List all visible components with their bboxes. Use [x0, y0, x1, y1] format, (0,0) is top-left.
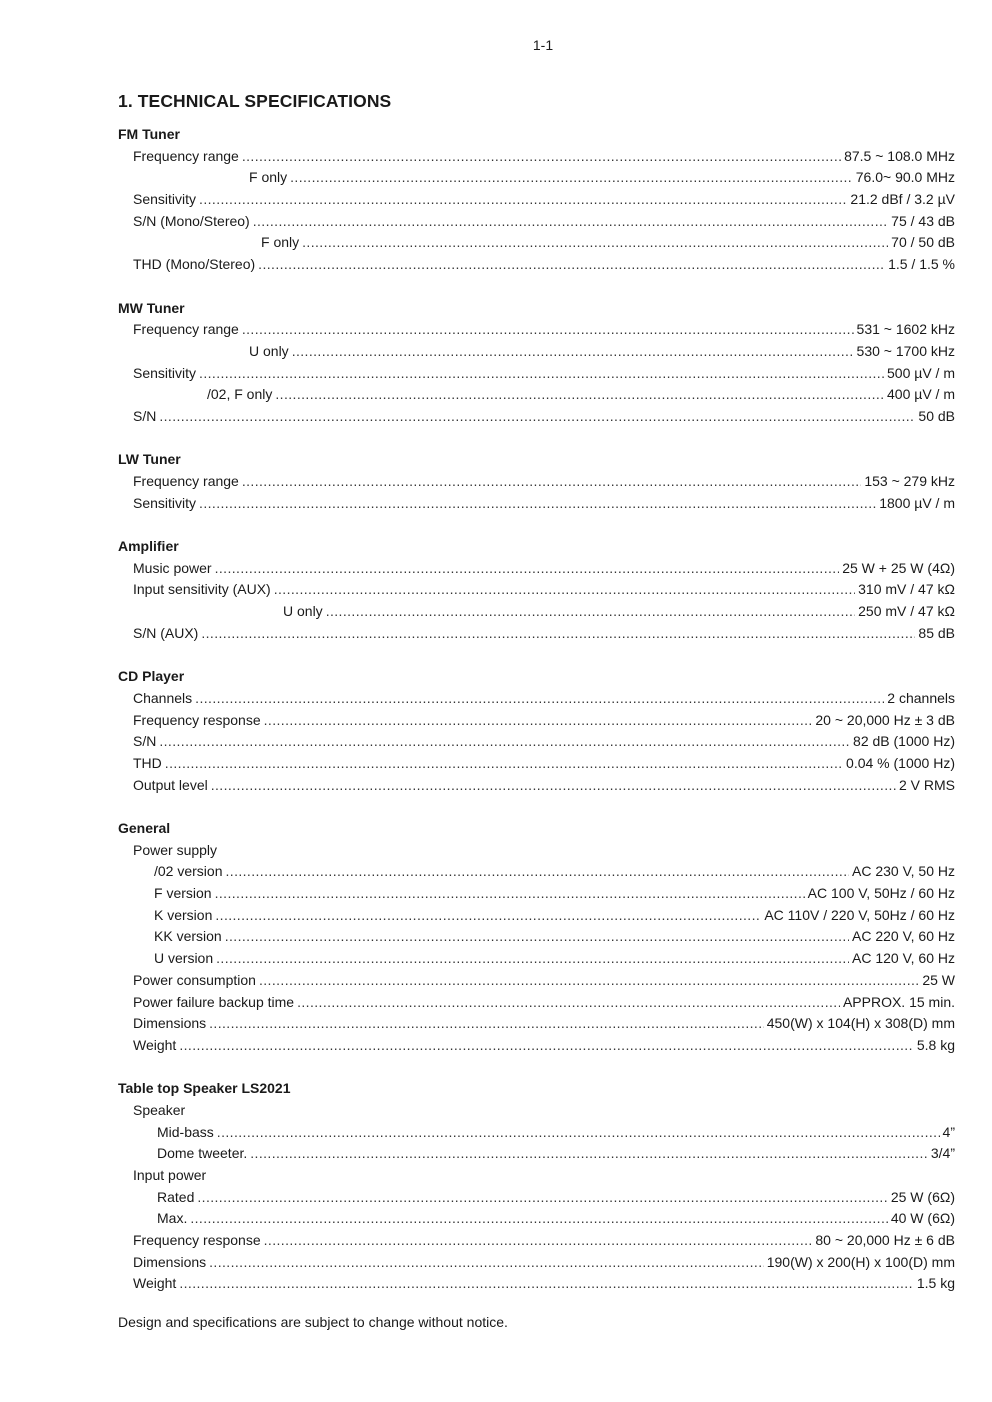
spec-value: 1.5 kg	[916, 1275, 955, 1292]
spec-row	[118, 1122, 955, 1144]
spec-value: 3/4”	[930, 1145, 955, 1162]
spec-label: Power consumption	[133, 971, 256, 988]
spec-row	[118, 775, 955, 797]
section-heading: Amplifier	[118, 538, 179, 555]
speaker-section	[118, 1078, 955, 1295]
section-heading: CD Player	[118, 668, 185, 685]
spec-value: 531 ~ 1602 kHz	[856, 321, 955, 338]
spec-row	[118, 1187, 955, 1209]
dot-leader	[215, 883, 805, 905]
spec-row	[118, 146, 955, 168]
spec-label: Dome tweeter.	[157, 1145, 248, 1162]
spec-content	[118, 124, 955, 1317]
dot-leader	[225, 861, 849, 883]
spec-label: Dimensions	[133, 1015, 207, 1032]
spec-row	[118, 558, 955, 580]
spec-label: U only	[249, 342, 289, 359]
dot-leader	[242, 146, 841, 168]
amplifier-section	[118, 536, 955, 644]
dot-leader	[216, 948, 849, 970]
spec-value: 500 µV / m	[887, 364, 955, 381]
dot-leader	[242, 319, 854, 341]
spec-value: 2 channels	[887, 689, 955, 706]
spec-label: Channels	[133, 689, 193, 706]
section-heading: FM Tuner	[118, 126, 180, 142]
spec-row	[118, 232, 955, 254]
spec-label: /02, F only	[207, 386, 273, 403]
spec-row	[118, 883, 955, 905]
spec-subheading	[118, 1100, 955, 1122]
dot-leader	[290, 167, 853, 189]
dot-leader	[258, 254, 885, 276]
spec-label: Sensitivity	[133, 364, 197, 381]
dot-leader	[259, 970, 919, 992]
dot-leader	[179, 1273, 914, 1295]
dot-leader	[199, 363, 884, 385]
spec-value: 25 W	[922, 971, 955, 988]
spec-label: Input power	[133, 1167, 207, 1183]
spec-row	[118, 710, 955, 732]
spec-value: 50 dB	[918, 407, 955, 424]
dot-leader	[199, 189, 847, 211]
footer-note: Design and specifications are subject to change without notice.	[118, 1314, 508, 1330]
spec-label: Frequency range	[133, 321, 239, 338]
spec-row	[118, 471, 955, 493]
section-heading: General	[118, 820, 171, 836]
dot-leader	[225, 926, 849, 948]
spec-label: KK version	[154, 928, 222, 945]
spec-row	[118, 992, 955, 1014]
spec-row	[118, 970, 955, 992]
spec-label: Max.	[157, 1210, 188, 1227]
dot-leader	[326, 601, 855, 623]
spec-value: 82 dB (1000 Hz)	[853, 733, 955, 750]
spec-row	[118, 926, 955, 948]
section-heading: Table top Speaker LS2021	[118, 1080, 291, 1097]
dot-leader	[159, 406, 915, 428]
spec-label: F only	[249, 169, 288, 186]
dot-leader	[215, 558, 840, 580]
spec-subheading	[118, 1165, 955, 1187]
spec-value: 190(W) x 200(H) x 100(D) mm	[766, 1253, 955, 1270]
spec-row	[118, 579, 955, 601]
spec-label: THD (Mono/Stereo)	[133, 256, 256, 273]
spec-value: 5.8 kg	[916, 1036, 955, 1053]
spec-label: Power failure backup time	[133, 993, 295, 1010]
spec-row	[118, 1013, 955, 1035]
spec-row	[118, 341, 955, 363]
spec-value: APPROX. 15 min.	[842, 993, 955, 1010]
spec-label: Frequency response	[133, 711, 261, 728]
spec-subheading	[118, 840, 955, 862]
mw-tuner-section	[118, 298, 955, 428]
spec-row	[118, 1252, 955, 1274]
spec-value: AC 110V / 220 V, 50Hz / 60 Hz	[764, 906, 955, 923]
dot-leader	[165, 753, 843, 775]
spec-value: AC 230 V, 50 Hz	[852, 863, 955, 880]
spec-value: 2 V RMS	[898, 776, 955, 793]
dot-leader	[179, 1035, 914, 1057]
spec-label: Input sensitivity (AUX)	[133, 581, 271, 598]
spec-row	[118, 211, 955, 233]
dot-leader	[217, 1122, 940, 1144]
spec-value: 25 W (6Ω)	[890, 1188, 955, 1205]
spec-value: 450(W) x 104(H) x 308(D) mm	[766, 1015, 955, 1032]
dot-leader	[253, 211, 888, 233]
spec-label: F version	[154, 885, 212, 902]
spec-value: 0.04 % (1000 Hz)	[846, 754, 955, 771]
spec-value: AC 120 V, 60 Hz	[852, 950, 955, 967]
spec-value: 4”	[942, 1123, 955, 1140]
spec-value: 400 µV / m	[887, 386, 955, 403]
spec-label: Weight	[133, 1036, 177, 1053]
dot-leader	[197, 1187, 887, 1209]
spec-value: 1800 µV / m	[879, 494, 955, 511]
spec-value: 530 ~ 1700 kHz	[856, 342, 955, 359]
spec-label: Speaker	[133, 1101, 186, 1118]
dot-leader	[201, 623, 915, 645]
dot-leader	[215, 905, 761, 927]
dot-leader	[292, 341, 854, 363]
spec-label: U only	[283, 603, 323, 620]
dot-leader	[195, 688, 884, 710]
spec-value: 75 / 43 dB	[891, 212, 955, 229]
spec-row	[118, 406, 955, 428]
spec-row	[118, 601, 955, 623]
spec-label: THD	[133, 754, 162, 771]
page-title: 1. TECHNICAL SPECIFICATIONS	[118, 91, 392, 111]
spec-row	[118, 1035, 955, 1057]
spec-row	[118, 189, 955, 211]
section-heading: MW Tuner	[118, 299, 185, 316]
dot-leader	[302, 232, 888, 254]
spec-label: Dimensions	[133, 1253, 207, 1270]
spec-value: 21.2 dBf / 3.2 µV	[850, 191, 955, 208]
spec-label: Frequency range	[133, 473, 239, 489]
spec-row	[118, 948, 955, 970]
spec-label: Frequency range	[133, 147, 239, 164]
spec-value: 25 W + 25 W (4Ω)	[842, 559, 955, 576]
spec-label: Sensitivity	[133, 494, 197, 511]
spec-value: AC 220 V, 60 Hz	[852, 928, 955, 945]
spec-label: Sensitivity	[133, 191, 197, 208]
spec-value: 87.5 ~ 108.0 MHz	[844, 147, 955, 164]
spec-value: AC 100 V, 50Hz / 60 Hz	[807, 885, 955, 902]
spec-value: 250 mV / 47 kΩ	[858, 603, 955, 620]
general-section	[118, 818, 955, 1057]
section-heading: LW Tuner	[118, 451, 181, 468]
fm-tuner-section	[118, 124, 955, 276]
spec-row	[118, 623, 955, 645]
spec-row	[118, 167, 955, 189]
dot-leader	[242, 471, 861, 493]
spec-value: 1.5 / 1.5 %	[888, 256, 955, 273]
spec-row	[118, 1273, 955, 1295]
dot-leader	[297, 992, 840, 1014]
spec-row	[118, 1143, 955, 1165]
spec-value: 310 mV / 47 kΩ	[858, 581, 955, 598]
cd-player-section	[118, 666, 955, 796]
page-number: 1-1	[532, 37, 554, 53]
spec-label: S/N (Mono/Stereo)	[133, 212, 250, 229]
spec-value: 70 / 50 dB	[891, 234, 955, 251]
spec-label: Output level	[133, 776, 208, 793]
spec-value: 85 dB	[918, 624, 955, 641]
spec-row	[118, 254, 955, 276]
dot-leader	[159, 731, 850, 753]
spec-value: 76.0~ 90.0 MHz	[855, 169, 955, 186]
spec-row	[118, 319, 955, 341]
spec-row	[118, 363, 955, 385]
spec-label: Weight	[133, 1275, 177, 1292]
spec-row	[118, 905, 955, 927]
spec-label: Mid-bass	[157, 1123, 214, 1140]
dot-leader	[275, 384, 884, 406]
spec-row	[118, 493, 955, 515]
spec-row	[118, 753, 955, 775]
spec-value: 40 W (6Ω)	[890, 1210, 955, 1227]
spec-row	[118, 1208, 955, 1230]
dot-leader	[264, 710, 813, 732]
dot-leader	[211, 775, 896, 797]
spec-value: 80 ~ 20,000 Hz ± 6 dB	[815, 1232, 955, 1249]
lw-tuner-section	[118, 449, 955, 514]
spec-label: Power supply	[133, 841, 218, 858]
dot-leader	[250, 1143, 928, 1165]
spec-row	[118, 384, 955, 406]
spec-label: Frequency response	[133, 1232, 261, 1249]
spec-row	[118, 1230, 955, 1252]
spec-label: S/N	[133, 407, 157, 424]
spec-label: S/N (AUX)	[133, 624, 199, 641]
dot-leader	[264, 1230, 813, 1252]
spec-label: K version	[154, 906, 213, 923]
spec-label: Music power	[133, 559, 212, 576]
spec-label: Rated	[157, 1188, 195, 1205]
spec-value: 153 ~ 279 kHz	[864, 473, 955, 489]
spec-label: F only	[261, 234, 300, 251]
spec-row	[118, 688, 955, 710]
dot-leader	[209, 1252, 764, 1274]
dot-leader	[209, 1013, 764, 1035]
spec-value: 20 ~ 20,000 Hz ± 3 dB	[815, 711, 955, 728]
dot-leader	[190, 1208, 888, 1230]
spec-label: S/N	[133, 733, 157, 750]
spec-row	[118, 861, 955, 883]
spec-label: /02 version	[154, 863, 223, 880]
dot-leader	[274, 579, 855, 601]
spec-label: U version	[154, 950, 214, 967]
dot-leader	[199, 493, 876, 515]
spec-row	[118, 731, 955, 753]
